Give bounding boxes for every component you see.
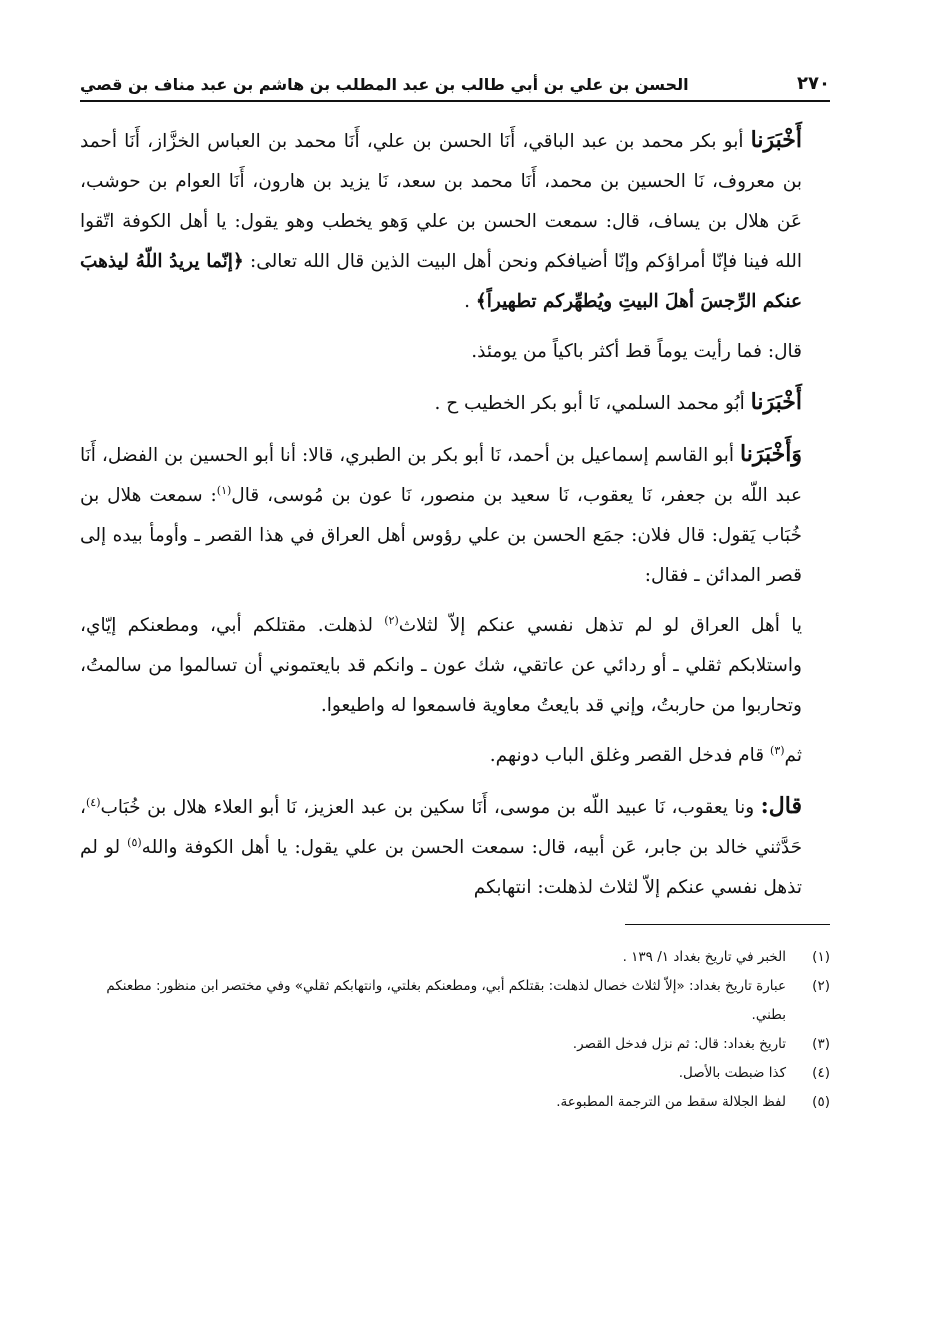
paragraph-3 bbox=[80, 382, 830, 424]
paragraph-7-text-cont: ، حَدَّثني خالد بن جابر، عَن أبيه، قال: سمعت الحسن بن علي يقول: يا أهل الكوفة والله bbox=[80, 797, 803, 858]
paragraph-1-end: . bbox=[464, 291, 476, 312]
footnote-number: (١) bbox=[812, 949, 830, 965]
paragraph-1-text: أبو بكر محمد بن عبد الباقي، أَنَا الحسن بن علي، أَنَا محمد بن العباس الخزَّاز، أَنَا أحمد بن معروف، نَا الحسين بن محمد، أَنَا محمد بن سعد، نَا يزيد بن هارون، أَنَا العوام بن حوشب، عَن هلال بن يساف، قال: سمعت الحسن بن علي وَهو يخطب وهو يقول: يا أهل الكوفة اتّقوا الله فينا فإنّا أمراؤكم وإنّا أضيافكم ونحن أهل البيت الذين قال الله تعالى: bbox=[80, 131, 802, 272]
footnote-number: (٢) bbox=[812, 978, 830, 994]
footnote-text: كذا ضبطت بالأصل. bbox=[678, 1065, 786, 1081]
footnote-number: (٤) bbox=[812, 1065, 830, 1081]
keyword-qala: قال: bbox=[760, 793, 802, 819]
footnote-ref-5[interactable]: (٥) bbox=[127, 835, 142, 849]
book-page bbox=[80, 58, 830, 1318]
page-number: ٢٧٠ bbox=[797, 73, 830, 94]
footnote-rule bbox=[625, 924, 830, 925]
footnote-ref-2[interactable]: (٢) bbox=[384, 613, 399, 627]
footnote-item bbox=[80, 972, 830, 1030]
paragraph-4 bbox=[80, 434, 830, 596]
footnote-item bbox=[80, 1059, 830, 1088]
paragraph-2: قال: فما رأيت يوماً قط أكثر باكياً من يومئذ. bbox=[471, 341, 802, 362]
paragraph-1 bbox=[80, 120, 830, 322]
footnote-text: الخبر في تاريخ بغداد ١/ ١٣٩ . bbox=[622, 949, 786, 965]
footnote-ref-4[interactable]: (٤) bbox=[85, 795, 101, 809]
running-title: الحسن بن علي بن أبي طالب بن عبد المطلب بن هاشم بن عبد مناف بن قصي bbox=[80, 75, 689, 94]
running-head bbox=[80, 58, 830, 98]
footnote-text: تاريخ بغداد: قال: ثم نزل فدخل القصر. bbox=[572, 1036, 786, 1052]
footnote-item bbox=[80, 1088, 830, 1117]
footnote-item bbox=[80, 1030, 830, 1059]
footnote-text: لفظ الجلالة سقط من الترجمة المطبوعة. bbox=[556, 1094, 786, 1110]
keyword-akhbarana: أَخْبَرَنا bbox=[750, 389, 802, 415]
footnote-number: (٣) bbox=[812, 1036, 830, 1052]
paragraph-7 bbox=[80, 786, 830, 908]
footnote-ref-1[interactable]: (١) bbox=[216, 483, 232, 497]
paragraph-5-text: يا أهل العراق لو لم تذهل نفسي عنكم إلاّ لثلاث bbox=[398, 615, 803, 636]
paragraph-6 bbox=[80, 736, 830, 776]
paragraph-7-text-end: لو لم تذهل نفسي عنكم إلاّ لثلاث لذهلت: انتهابكم bbox=[80, 837, 802, 898]
paragraph-3-text: أبُو محمد السلمي، نَا أبو بكر الخطيب ح . bbox=[434, 393, 751, 414]
paragraph-4-text: أبو القاسم إسماعيل بن أحمد، نَا أبو بكر بن الطبري، قالا: أنا أبو الحسين بن الفضل، أَنَا عبد اللّه بن جعفر، نَا يعقوب، نَا سعيد بن منصور، نَا عون بن مُوسى، قال bbox=[80, 445, 802, 506]
footnote-number: (٥) bbox=[812, 1094, 830, 1110]
footnote-ref-3[interactable]: (٣) bbox=[770, 743, 785, 757]
paragraph-7-text: ونا يعقوب، نَا عبيد اللّه بن موسى، أَنَا سكين بن عبد العزيز، نَا أبو العلاء هلال بن خُبَاب bbox=[100, 797, 761, 818]
paragraph-5 bbox=[80, 606, 830, 726]
paragraph-6-text: ثم bbox=[784, 745, 802, 766]
footnotes bbox=[80, 943, 830, 1117]
paragraph-6-text-cont: قام فدخل القصر وغلق الباب دونهم. bbox=[489, 745, 771, 766]
keyword-wa-akhbarana: وَأَخْبَرَنا bbox=[740, 441, 802, 467]
footnote-text: عبارة تاريخ بغداد: «إلاّ لثلاث خصال لذهلت: بقتلكم أبي، ومطعنكم بغلتي، وانتهابكم ثقلي» وفي مختصر ابن منظور: مطعنكم بطني. bbox=[106, 978, 786, 1023]
header-rule bbox=[80, 100, 830, 102]
main-text bbox=[80, 120, 830, 908]
footnote-item bbox=[80, 943, 830, 972]
quran-verse: ﴿إنّما يريدُ اللّهُ ليذهبَ عنكم الرِّجسَ أهلَ البيتِ ويُطهِّركم تطهيراً﴾ bbox=[80, 251, 802, 312]
paragraph-5-text-cont: لذهلت. مقتلكم أبي، ومطعنكم إيّاي، واستلابكم ثقلي ـ أو ردائي عن عاتقي، شك عون ـ وانكم قد بايعتموني أن تسالموا من سالمتُ، وتحاربوا من حاربتُ، وإني قد بايعتُ معاوية فاسمعوا له واطيعوا. bbox=[80, 615, 802, 716]
keyword-akhbarana: أَخْبَرَنا bbox=[750, 127, 802, 153]
paragraph-4-text-cont: : سمعت هلال بن خُبَاب يَقول: قال فلان: جمَع الحسن بن علي رؤوس أهل العراق في هذا القصر ـ وأومأ بيده إلى قصر المدائن ـ فقال: bbox=[80, 485, 802, 586]
